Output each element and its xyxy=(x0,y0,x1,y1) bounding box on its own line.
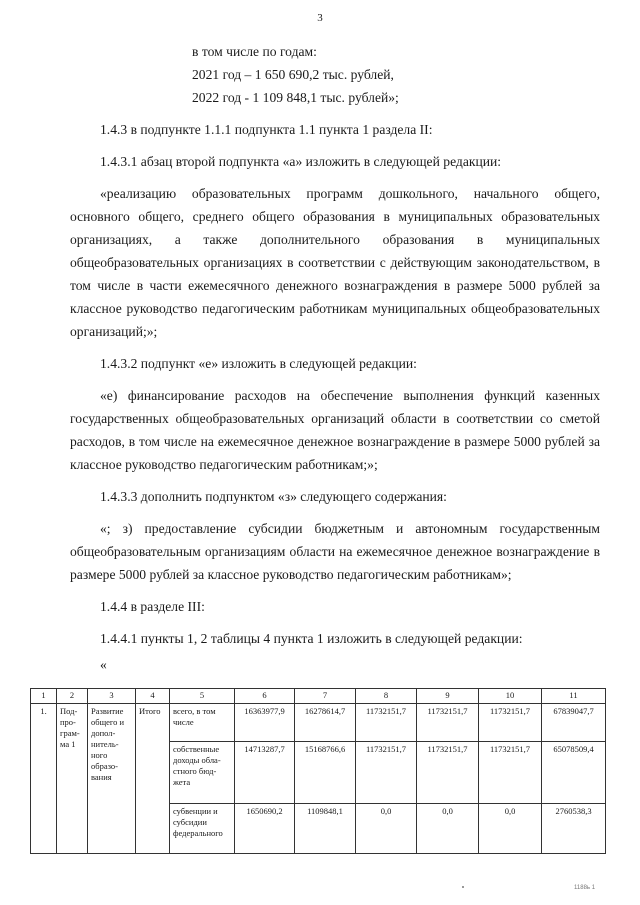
value-cell: 11732151,7 xyxy=(479,704,542,742)
paragraph-1-4-3: 1.4.3 в подпункте 1.1.1 подпункта 1.1 пункта 1 раздела II: xyxy=(100,122,433,137)
header-cell: 9 xyxy=(417,689,479,704)
paragraph-year-2021: 2021 год – 1 650 690,2 тыс. рублей, xyxy=(192,67,394,82)
funding-source-cell: всего, в том числе xyxy=(170,704,235,742)
document-body xyxy=(70,40,600,674)
total-label-cell: Итого xyxy=(136,704,170,854)
paragraph-year-2022: 2022 год - 1 109 848,1 тыс. рублей»; xyxy=(192,90,399,105)
paragraph-1-4-4-1: 1.4.4.1 пункты 1, 2 таблицы 4 пункта 1 изложить в следующей редакции: xyxy=(100,631,523,646)
subprogram-cell: Под- про- грам- ма 1 xyxy=(57,704,88,854)
header-cell: 5 xyxy=(170,689,235,704)
value-cell: 11732151,7 xyxy=(479,742,542,804)
paragraph-1-4-3-2: 1.4.3.2 подпункт «е» изложить в следующей редакции: xyxy=(100,356,417,371)
value-cell: 0,0 xyxy=(479,804,542,854)
value-cell: 1109848,1 xyxy=(295,804,356,854)
value-cell: 0,0 xyxy=(417,804,479,854)
table-header-row xyxy=(31,689,606,704)
budget-table xyxy=(30,688,606,854)
header-cell: 11 xyxy=(542,689,606,704)
value-cell: 15168766,6 xyxy=(295,742,356,804)
paragraph-quote-z: «; з) предоставление субсидии бюджетным и автономным государственным общеобразовательным организациям области на ежемесячное денежное вознаграждение в размере 5000 рублей за классное руководство педагогическим работникам»; xyxy=(70,521,600,582)
value-cell: 1650690,2 xyxy=(235,804,295,854)
scan-speck xyxy=(462,886,464,888)
row-number-cell: 1. xyxy=(31,704,57,854)
paragraph-quote-e: «е) финансирование расходов на обеспечение выполнения функций казенных государственных общеобразовательных организаций области в соответствии со сметой расходов, в том числе на ежемесячное денежное вознаграждение в размере 5000 рублей за классное руководство педагогическим работникам;»; xyxy=(70,388,600,472)
value-cell: 65078509,4 xyxy=(542,742,606,804)
header-cell: 2 xyxy=(57,689,88,704)
value-cell: 16363977,9 xyxy=(235,704,295,742)
subprogram-title-cell: Развитие общего и допол- нитель- ного образо- вания xyxy=(88,704,136,854)
funding-source-cell: собственные доходы обла- стного бюд- жета xyxy=(170,742,235,804)
page-number: 3 xyxy=(317,12,323,24)
value-cell: 67839047,7 xyxy=(542,704,606,742)
quote-open-mark: « xyxy=(100,657,107,672)
table-row xyxy=(31,704,606,742)
value-cell: 14713287,7 xyxy=(235,742,295,804)
paragraph-1-4-4: 1.4.4 в разделе III: xyxy=(100,599,205,614)
paragraph-1-4-3-1: 1.4.3.1 абзац второй подпункта «а» изложить в следующей редакции: xyxy=(100,154,502,169)
paragraph-years-intro: в том числе по годам: xyxy=(192,44,317,59)
funding-source-cell: субвенции и субсидии федерального xyxy=(170,804,235,854)
value-cell: 2760538,3 xyxy=(542,804,606,854)
value-cell: 16278614,7 xyxy=(295,704,356,742)
value-cell: 11732151,7 xyxy=(356,742,417,804)
header-cell: 8 xyxy=(356,689,417,704)
footer-mark: 1188ь 1 xyxy=(574,885,596,891)
value-cell: 11732151,7 xyxy=(356,704,417,742)
paragraph-quote-a: «реализацию образовательных программ дошкольного, начального общего, основного общего, среднего общего образования в муниципальных образовательных организациях, а также дополнительного образования в муниципальных общеобразовательных организациях в соответствии с действующим законодательством, в том числе в части ежемесячного денежного вознаграждения в размере 5000 рублей за классное руководство педагогическим работникам муниципальных общеобразовательных организаций;»; xyxy=(70,186,600,339)
paragraph-1-4-3-3: 1.4.3.3 дополнить подпунктом «з» следующего содержания: xyxy=(100,489,447,504)
header-cell: 10 xyxy=(479,689,542,704)
value-cell: 11732151,7 xyxy=(417,742,479,804)
value-cell: 0,0 xyxy=(356,804,417,854)
header-cell: 7 xyxy=(295,689,356,704)
header-cell: 4 xyxy=(136,689,170,704)
value-cell: 11732151,7 xyxy=(417,704,479,742)
header-cell: 3 xyxy=(88,689,136,704)
header-cell: 1 xyxy=(31,689,57,704)
header-cell: 6 xyxy=(235,689,295,704)
